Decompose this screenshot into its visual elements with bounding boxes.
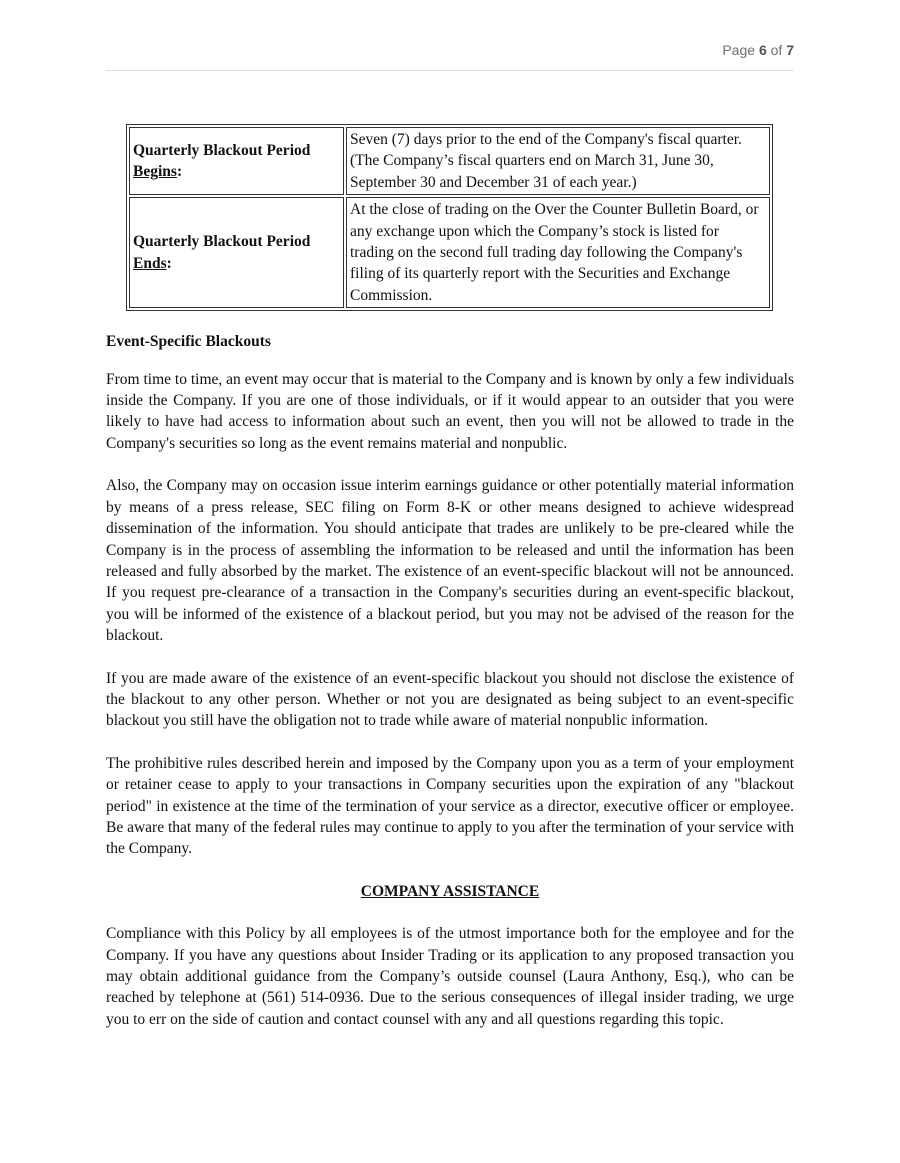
table-row (129, 127, 770, 195)
table-value-cell: At the close of trading on the Over the Counter Bulletin Board, or any exchange upon which the Company’s stock is listed for trading on the second full trading day following the Company's filing of its quarterly report with the Securities and Exchange Commission. (346, 197, 770, 308)
event-specific-heading: Event-Specific Blackouts (106, 333, 271, 351)
page-number (106, 42, 794, 58)
page-prefix: Page (722, 42, 759, 58)
table-label-cell (129, 197, 344, 308)
paragraph: From time to time, an event may occur that is material to the Company and is known by only a few individuals inside the Company. If you are one of those individuals, or if it would appear to an outsider that you were likely to have had access to information about such an event, then you will not be allowed to trade in the Company's securities so long as the event remains material and nonpublic. (106, 370, 794, 452)
company-assistance-heading: COMPANY ASSISTANCE (360, 882, 540, 900)
header-divider (106, 70, 794, 71)
paragraph: Also, the Company may on occasion issue interim earnings guidance or other potentially material information by means of a press release, SEC filing on Form 8-K or other means designed to achieve widespread dissemination of the information. You should anticipate that trades are unlikely to be pre-cleared while the Company is in the process of assembling the information to be released and until the information has been released and fully absorbed by the market. The existence of an event-specific blackout will not be announced. If you request pre-clearance of a transaction in the Company's securities during an event-specific blackout, you will be informed of the existence of a blackout period, but you may not be advised of the reason for the blackout. (106, 477, 794, 645)
paragraph: If you are made aware of the existence of an event-specific blackout you should not disclose the existence of the blackout to any other person. Whether or not you are designated as being subject to an event-specific blackout you still have the obligation not to trade while aware of material nonpublic information. (106, 669, 794, 730)
document-body (106, 124, 794, 1051)
label-main: Quarterly Blackout Period (133, 141, 311, 159)
label-emphasis: Begins (133, 163, 177, 181)
page-separator: of (766, 42, 787, 58)
page-total: 7 (786, 42, 794, 58)
label-suffix: : (166, 254, 172, 272)
table-label-cell (129, 127, 344, 195)
table-row (129, 197, 770, 308)
page-current: 6 (758, 42, 767, 58)
label-suffix: : (176, 163, 183, 181)
table-value-cell: Seven (7) days prior to the end of the Company's fiscal quarter. (The Company’s fiscal quarters end on March 31, June 30, September 30 and December 31 of each year.) (346, 127, 770, 195)
label-emphasis: Ends (133, 254, 167, 272)
paragraph: The prohibitive rules described herein and imposed by the Company upon you as a term of your employment or retainer cease to apply to your transactions in Company securities upon the expiration of any "blackout period" in existence at the time of the termination of your service as a director, executive officer or employee. Be aware that many of the federal rules may continue to apply to you after the termination of your service with the Company. (106, 754, 794, 858)
paragraph: Compliance with this Policy by all employees is of the utmost importance both for the employee and for the Company. If you have any questions about Insider Trading or its application to any proposed transaction you may obtain additional guidance from the Company’s outside counsel (Laura Anthony, Esq.), who can be reached by telephone at (561) 514-0936. Due to the serious consequences of illegal insider trading, we urge you to err on the side of caution and contact counsel with any and all questions regarding this topic. (106, 925, 794, 1028)
label-main: Quarterly Blackout Period (133, 233, 311, 251)
blackout-period-table (126, 124, 773, 311)
